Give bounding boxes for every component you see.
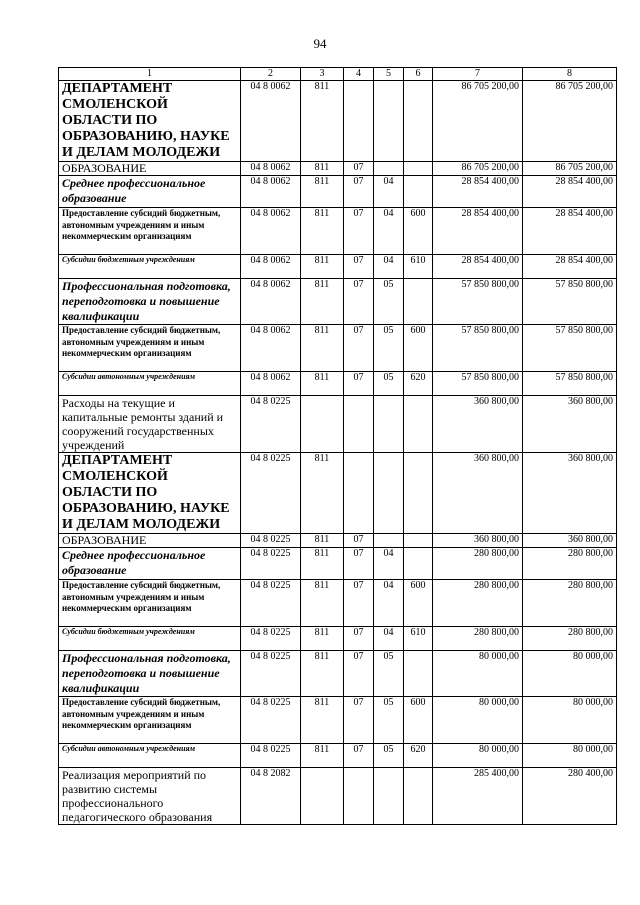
target-article-code-cell: 04 8 0062 <box>241 255 301 279</box>
expense-type-code-cell: 600 <box>404 580 433 627</box>
amount-year-1-cell: 360 800,00 <box>433 396 523 453</box>
department-code-cell: 811 <box>301 580 344 627</box>
amount-year-2-cell: 57 850 800,00 <box>523 279 617 325</box>
expense-type-code-cell: 610 <box>404 627 433 651</box>
department-code-cell: 811 <box>301 651 344 697</box>
department-code-cell: 811 <box>301 176 344 208</box>
section-code-cell: 07 <box>344 279 374 325</box>
department-code-cell: 811 <box>301 744 344 768</box>
page-number: 94 <box>313 36 327 51</box>
table-row <box>59 534 617 548</box>
expense-type-code-cell <box>404 651 433 697</box>
section-code-cell: 07 <box>344 697 374 744</box>
table-row <box>59 255 617 279</box>
subsection-code-cell <box>374 534 404 548</box>
section-code-cell <box>344 81 374 162</box>
amount-year-1-cell: 360 800,00 <box>433 534 523 548</box>
target-article-code-cell: 04 8 0062 <box>241 325 301 372</box>
amount-year-1-cell: 280 800,00 <box>433 548 523 580</box>
expense-type-code-cell: 600 <box>404 697 433 744</box>
row-name-cell: Расходы на текущие и капитальные ремонты зданий и сооружений государственных учреждений <box>59 396 241 453</box>
column-header: 1 <box>59 68 241 81</box>
department-code-cell: 811 <box>301 279 344 325</box>
subsection-code-cell <box>374 768 404 825</box>
table-row <box>59 176 617 208</box>
target-article-code-cell: 04 8 0225 <box>241 697 301 744</box>
expense-type-code-cell <box>404 534 433 548</box>
subsection-code-cell: 04 <box>374 548 404 580</box>
section-code-cell: 07 <box>344 208 374 255</box>
row-name-cell: Профессиональная подготовка, переподготовка и повышение квалификации <box>59 651 241 697</box>
column-header: 2 <box>241 68 301 81</box>
department-code-cell: 811 <box>301 255 344 279</box>
target-article-code-cell: 04 8 0225 <box>241 534 301 548</box>
expense-type-code-cell <box>404 548 433 580</box>
section-code-cell: 07 <box>344 372 374 396</box>
subsection-code-cell <box>374 396 404 453</box>
table-row <box>59 627 617 651</box>
table-body <box>59 81 617 825</box>
amount-year-2-cell: 57 850 800,00 <box>523 372 617 396</box>
target-article-code-cell: 04 8 0062 <box>241 176 301 208</box>
table-row <box>59 279 617 325</box>
amount-year-1-cell: 28 854 400,00 <box>433 255 523 279</box>
target-article-code-cell: 04 8 0225 <box>241 580 301 627</box>
department-code-cell: 811 <box>301 697 344 744</box>
amount-year-1-cell: 57 850 800,00 <box>433 279 523 325</box>
amount-year-2-cell: 280 800,00 <box>523 580 617 627</box>
row-name-cell: ДЕПАРТАМЕНТ СМОЛЕНСКОЙ ОБЛАСТИ ПО ОБРАЗОВАНИЮ, НАУКЕ И ДЕЛАМ МОЛОДЕЖИ <box>59 453 241 534</box>
subsection-code-cell <box>374 162 404 176</box>
department-code-cell: 811 <box>301 453 344 534</box>
expense-type-code-cell <box>404 768 433 825</box>
subsection-code-cell: 05 <box>374 744 404 768</box>
column-header: 6 <box>404 68 433 81</box>
subsection-code-cell: 05 <box>374 697 404 744</box>
target-article-code-cell: 04 8 0225 <box>241 627 301 651</box>
table-row <box>59 81 617 162</box>
row-name-cell: Предоставление субсидий бюджетным, автономным учреждениям и иным некоммерческим организациям <box>59 580 241 627</box>
table-row <box>59 162 617 176</box>
table-row <box>59 453 617 534</box>
subsection-code-cell: 05 <box>374 651 404 697</box>
section-code-cell: 07 <box>344 651 374 697</box>
target-article-code-cell: 04 8 0225 <box>241 548 301 580</box>
target-article-code-cell: 04 8 0062 <box>241 162 301 176</box>
table-row <box>59 208 617 255</box>
expense-type-code-cell: 620 <box>404 372 433 396</box>
table-row <box>59 325 617 372</box>
amount-year-2-cell: 80 000,00 <box>523 697 617 744</box>
table-row <box>59 372 617 396</box>
subsection-code-cell <box>374 81 404 162</box>
row-name-cell: Субсидии автономным учреждениям <box>59 744 241 768</box>
department-code-cell: 811 <box>301 627 344 651</box>
amount-year-2-cell: 28 854 400,00 <box>523 255 617 279</box>
row-name-cell: ОБРАЗОВАНИЕ <box>59 162 241 176</box>
column-number-row <box>59 68 617 81</box>
subsection-code-cell: 04 <box>374 176 404 208</box>
expense-type-code-cell <box>404 176 433 208</box>
expense-type-code-cell <box>404 162 433 176</box>
amount-year-2-cell: 280 400,00 <box>523 768 617 825</box>
amount-year-1-cell: 80 000,00 <box>433 697 523 744</box>
amount-year-2-cell: 360 800,00 <box>523 396 617 453</box>
subsection-code-cell: 05 <box>374 372 404 396</box>
target-article-code-cell: 04 8 0062 <box>241 208 301 255</box>
expense-type-code-cell: 600 <box>404 325 433 372</box>
row-name-cell: Профессиональная подготовка, переподготовка и повышение квалификации <box>59 279 241 325</box>
subsection-code-cell <box>374 453 404 534</box>
target-article-code-cell: 04 8 0225 <box>241 453 301 534</box>
amount-year-2-cell: 57 850 800,00 <box>523 325 617 372</box>
column-header: 8 <box>523 68 617 81</box>
subsection-code-cell: 04 <box>374 580 404 627</box>
amount-year-2-cell: 86 705 200,00 <box>523 81 617 162</box>
amount-year-1-cell: 86 705 200,00 <box>433 81 523 162</box>
expense-type-code-cell: 620 <box>404 744 433 768</box>
department-code-cell: 811 <box>301 162 344 176</box>
amount-year-1-cell: 86 705 200,00 <box>433 162 523 176</box>
table-row <box>59 744 617 768</box>
row-name-cell: Предоставление субсидий бюджетным, автономным учреждениям и иным некоммерческим организациям <box>59 208 241 255</box>
subsection-code-cell: 04 <box>374 255 404 279</box>
department-code-cell <box>301 396 344 453</box>
subsection-code-cell: 04 <box>374 627 404 651</box>
section-code-cell: 07 <box>344 744 374 768</box>
section-code-cell <box>344 768 374 825</box>
column-header: 4 <box>344 68 374 81</box>
section-code-cell <box>344 396 374 453</box>
amount-year-2-cell: 80 000,00 <box>523 651 617 697</box>
section-code-cell: 07 <box>344 255 374 279</box>
department-code-cell: 811 <box>301 208 344 255</box>
amount-year-1-cell: 285 400,00 <box>433 768 523 825</box>
amount-year-1-cell: 80 000,00 <box>433 744 523 768</box>
row-name-cell: Предоставление субсидий бюджетным, автономным учреждениям и иным некоммерческим организациям <box>59 697 241 744</box>
amount-year-1-cell: 360 800,00 <box>433 453 523 534</box>
expense-type-code-cell <box>404 81 433 162</box>
row-name-cell: Субсидии бюджетным учреждениям <box>59 255 241 279</box>
section-code-cell: 07 <box>344 627 374 651</box>
expense-type-code-cell <box>404 396 433 453</box>
table-row <box>59 580 617 627</box>
department-code-cell: 811 <box>301 325 344 372</box>
amount-year-1-cell: 280 800,00 <box>433 580 523 627</box>
department-code-cell <box>301 768 344 825</box>
target-article-code-cell: 04 8 0225 <box>241 744 301 768</box>
table-row <box>59 768 617 825</box>
target-article-code-cell: 04 8 0062 <box>241 372 301 396</box>
subsection-code-cell: 04 <box>374 208 404 255</box>
column-header: 7 <box>433 68 523 81</box>
row-name-cell: ДЕПАРТАМЕНТ СМОЛЕНСКОЙ ОБЛАСТИ ПО ОБРАЗОВАНИЮ, НАУКЕ И ДЕЛАМ МОЛОДЕЖИ <box>59 81 241 162</box>
amount-year-2-cell: 28 854 400,00 <box>523 176 617 208</box>
amount-year-2-cell: 360 800,00 <box>523 534 617 548</box>
department-code-cell: 811 <box>301 548 344 580</box>
department-code-cell: 811 <box>301 534 344 548</box>
section-code-cell <box>344 453 374 534</box>
subsection-code-cell: 05 <box>374 279 404 325</box>
amount-year-1-cell: 280 800,00 <box>433 627 523 651</box>
target-article-code-cell: 04 8 0062 <box>241 81 301 162</box>
row-name-cell: Предоставление субсидий бюджетным, автономным учреждениям и иным некоммерческим организациям <box>59 325 241 372</box>
table-row <box>59 548 617 580</box>
department-code-cell: 811 <box>301 81 344 162</box>
target-article-code-cell: 04 8 0225 <box>241 651 301 697</box>
section-code-cell: 07 <box>344 176 374 208</box>
expense-type-code-cell: 600 <box>404 208 433 255</box>
table-row <box>59 396 617 453</box>
subsection-code-cell: 05 <box>374 325 404 372</box>
amount-year-2-cell: 360 800,00 <box>523 453 617 534</box>
section-code-cell: 07 <box>344 580 374 627</box>
table-row <box>59 651 617 697</box>
row-name-cell: Субсидии автономным учреждениям <box>59 372 241 396</box>
amount-year-1-cell: 57 850 800,00 <box>433 372 523 396</box>
expense-type-code-cell <box>404 279 433 325</box>
amount-year-1-cell: 28 854 400,00 <box>433 176 523 208</box>
expense-type-code-cell <box>404 453 433 534</box>
row-name-cell: Субсидии бюджетным учреждениям <box>59 627 241 651</box>
row-name-cell: Среднее профессиональное образование <box>59 548 241 580</box>
amount-year-1-cell: 28 854 400,00 <box>433 208 523 255</box>
amount-year-1-cell: 57 850 800,00 <box>433 325 523 372</box>
amount-year-2-cell: 80 000,00 <box>523 744 617 768</box>
section-code-cell: 07 <box>344 534 374 548</box>
column-header: 5 <box>374 68 404 81</box>
target-article-code-cell: 04 8 0225 <box>241 396 301 453</box>
target-article-code-cell: 04 8 0062 <box>241 279 301 325</box>
target-article-code-cell: 04 8 2082 <box>241 768 301 825</box>
row-name-cell: Реализация мероприятий по развитию системы профессионального педагогического образования <box>59 768 241 825</box>
department-code-cell: 811 <box>301 372 344 396</box>
expense-type-code-cell: 610 <box>404 255 433 279</box>
section-code-cell: 07 <box>344 548 374 580</box>
budget-table <box>58 67 617 825</box>
column-header: 3 <box>301 68 344 81</box>
amount-year-2-cell: 280 800,00 <box>523 548 617 580</box>
row-name-cell: Среднее профессиональное образование <box>59 176 241 208</box>
section-code-cell: 07 <box>344 162 374 176</box>
section-code-cell: 07 <box>344 325 374 372</box>
row-name-cell: ОБРАЗОВАНИЕ <box>59 534 241 548</box>
amount-year-1-cell: 80 000,00 <box>433 651 523 697</box>
table-row <box>59 697 617 744</box>
amount-year-2-cell: 280 800,00 <box>523 627 617 651</box>
amount-year-2-cell: 28 854 400,00 <box>523 208 617 255</box>
amount-year-2-cell: 86 705 200,00 <box>523 162 617 176</box>
